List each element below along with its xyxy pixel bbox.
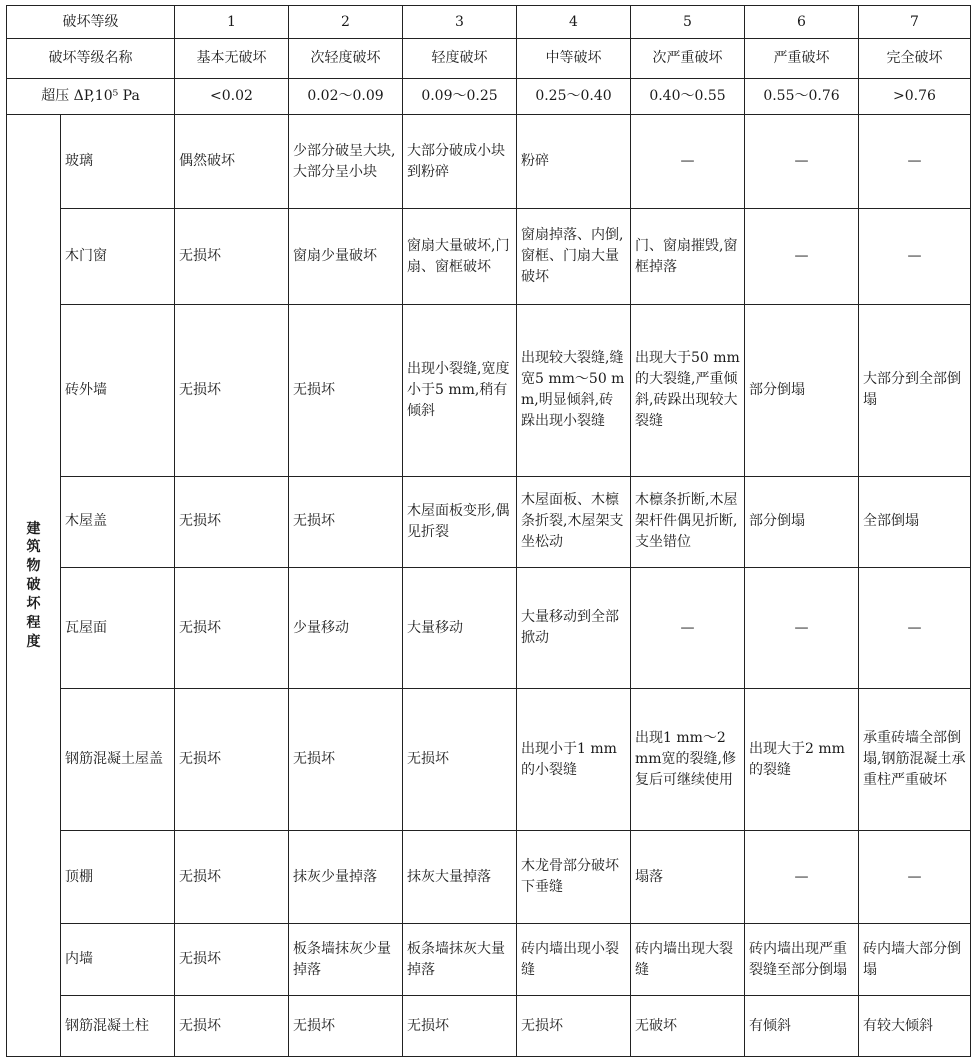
table-row	[7, 689, 971, 831]
damage-cell: —	[745, 115, 859, 209]
damage-cell: 偶然破坏	[175, 115, 289, 209]
group-label-char: 度	[26, 633, 41, 650]
damage-cell: 砖内墙出现严重裂缝至部分倒塌	[745, 924, 859, 996]
category-cell: 砖外墙	[61, 304, 175, 476]
damage-cell: 部分倒塌	[745, 304, 859, 476]
damage-cell: 无损坏	[289, 996, 403, 1057]
name-label: 破坏等级名称	[7, 39, 175, 78]
damage-cell: 木屋面板、木檩条折裂,木屋架支坐松动	[517, 476, 631, 567]
category-cell: 木门窗	[61, 209, 175, 304]
table-row	[7, 567, 971, 689]
level-name-cell: 次轻度破坏	[289, 39, 403, 78]
table-row	[7, 924, 971, 996]
damage-cell: 出现大于2 mm的裂缝	[745, 689, 859, 831]
damage-cell: 少量移动	[289, 567, 403, 689]
category-cell: 内墙	[61, 924, 175, 996]
damage-cell: 板条墙抹灰少量掉落	[289, 924, 403, 996]
damage-cell: 无损坏	[289, 689, 403, 831]
pressure-cell: 0.02～0.09	[289, 78, 403, 114]
level-name-cell: 轻度破坏	[403, 39, 517, 78]
damage-cell: 大量移动到全部掀动	[517, 567, 631, 689]
damage-cell: 无损坏	[175, 689, 289, 831]
damage-cell: 砖内墙出现小裂缝	[517, 924, 631, 996]
damage-level-table	[6, 5, 971, 1057]
category-cell: 瓦屋面	[61, 567, 175, 689]
level-name-cell: 次严重破坏	[631, 39, 745, 78]
group-label-char: 破	[26, 577, 41, 594]
level-name-cell: 基本无破坏	[175, 39, 289, 78]
damage-cell: —	[631, 115, 745, 209]
damage-cell: 砖内墙出现大裂缝	[631, 924, 745, 996]
group-label-char: 程	[26, 615, 41, 631]
level-name-cell: 中等破坏	[517, 39, 631, 78]
damage-cell: 无损坏	[175, 831, 289, 924]
table-row	[7, 304, 971, 476]
level-label: 破坏等级	[7, 6, 175, 39]
damage-cell: 出现1 mm～2 mm宽的裂缝,修复后可继续使用	[631, 689, 745, 831]
group-label-char: 物	[26, 558, 41, 575]
damage-cell: 无损坏	[175, 476, 289, 567]
damage-cell: 无损坏	[403, 996, 517, 1057]
damage-cell: 窗扇少量破坏	[289, 209, 403, 304]
damage-cell: 无损坏	[289, 476, 403, 567]
damage-cell: —	[745, 831, 859, 924]
level-cell: 5	[631, 6, 745, 39]
damage-cell: 塌落	[631, 831, 745, 924]
pressure-cell: >0.76	[859, 78, 971, 114]
damage-cell: 木屋面板变形,偶见折裂	[403, 476, 517, 567]
pressure-label: 超压 ΔP,10⁵ Pa	[7, 78, 175, 114]
damage-cell: 板条墙抹灰大量掉落	[403, 924, 517, 996]
level-name-row	[7, 39, 971, 78]
damage-cell: 无破坏	[631, 996, 745, 1057]
damage-cell: —	[745, 209, 859, 304]
damage-cell: 出现小裂缝,宽度小于5 mm,稍有倾斜	[403, 304, 517, 476]
group-label-char: 筑	[26, 539, 41, 556]
damage-cell: 砖内墙大部分倒塌	[859, 924, 971, 996]
damage-cell: —	[859, 831, 971, 924]
category-cell: 木屋盖	[61, 476, 175, 567]
damage-cell: 粉碎	[517, 115, 631, 209]
damage-cell: 有较大倾斜	[859, 996, 971, 1057]
group-label-char: 坏	[26, 596, 41, 613]
category-cell: 钢筋混凝土柱	[61, 996, 175, 1057]
level-name-cell: 严重破坏	[745, 39, 859, 78]
damage-cell: 有倾斜	[745, 996, 859, 1057]
group-label-cell	[7, 115, 61, 1057]
pressure-cell: 0.55～0.76	[745, 78, 859, 114]
damage-cell: —	[859, 209, 971, 304]
pressure-cell: 0.25～0.40	[517, 78, 631, 114]
damage-cell: —	[745, 567, 859, 689]
damage-cell: —	[859, 567, 971, 689]
damage-cell: 大量移动	[403, 567, 517, 689]
category-cell: 顶棚	[61, 831, 175, 924]
level-cell: 6	[745, 6, 859, 39]
damage-cell: 无损坏	[175, 996, 289, 1057]
damage-cell: 无损坏	[289, 304, 403, 476]
damage-cell: 承重砖墙全部倒塌,钢筋混凝土承重柱严重破坏	[859, 689, 971, 831]
damage-cell: 无损坏	[517, 996, 631, 1057]
table-row	[7, 209, 971, 304]
level-cell: 7	[859, 6, 971, 39]
pressure-row	[7, 78, 971, 114]
damage-cell: 出现较大裂缝,缝宽5 mm～50 mm,明显倾斜,砖跺出现小裂缝	[517, 304, 631, 476]
damage-cell: 木檩条折断,木屋架杆件偶见折断,支坐错位	[631, 476, 745, 567]
damage-cell: 无损坏	[175, 304, 289, 476]
table-row	[7, 476, 971, 567]
damage-cell: 少部分破呈大块,大部分呈小块	[289, 115, 403, 209]
level-header-row	[7, 6, 971, 39]
damage-cell: 门、窗扇摧毁,窗框掉落	[631, 209, 745, 304]
table-row	[7, 115, 971, 209]
damage-cell: 无损坏	[175, 567, 289, 689]
damage-cell: 全部倒塌	[859, 476, 971, 567]
damage-cell: 无损坏	[175, 209, 289, 304]
pressure-cell: 0.09～0.25	[403, 78, 517, 114]
damage-cell: 出现小于1 mm的小裂缝	[517, 689, 631, 831]
level-cell: 3	[403, 6, 517, 39]
group-label-char: 建	[26, 520, 41, 537]
damage-cell: 无损坏	[403, 689, 517, 831]
damage-cell: 部分倒塌	[745, 476, 859, 567]
damage-cell: 大部分到全部倒塌	[859, 304, 971, 476]
level-cell: 2	[289, 6, 403, 39]
level-cell: 4	[517, 6, 631, 39]
damage-cell: 窗扇掉落、内倒,窗框、门扇大量破坏	[517, 209, 631, 304]
pressure-cell: 0.40～0.55	[631, 78, 745, 114]
category-cell: 玻璃	[61, 115, 175, 209]
damage-cell: 窗扇大量破坏,门扇、窗框破坏	[403, 209, 517, 304]
damage-cell: —	[631, 567, 745, 689]
table-row	[7, 996, 971, 1057]
damage-cell: 无损坏	[175, 924, 289, 996]
pressure-cell: <0.02	[175, 78, 289, 114]
damage-cell: 大部分破成小块到粉碎	[403, 115, 517, 209]
group-label-text	[11, 520, 56, 652]
damage-cell: —	[859, 115, 971, 209]
level-cell: 1	[175, 6, 289, 39]
table-body	[7, 6, 971, 1057]
damage-cell: 抹灰少量掉落	[289, 831, 403, 924]
damage-cell: 抹灰大量掉落	[403, 831, 517, 924]
category-cell: 钢筋混凝土屋盖	[61, 689, 175, 831]
level-name-cell: 完全破坏	[859, 39, 971, 78]
damage-cell: 木龙骨部分破坏下垂缝	[517, 831, 631, 924]
table-row	[7, 831, 971, 924]
damage-cell: 出现大于50 mm的大裂缝,严重倾斜,砖跺出现较大裂缝	[631, 304, 745, 476]
